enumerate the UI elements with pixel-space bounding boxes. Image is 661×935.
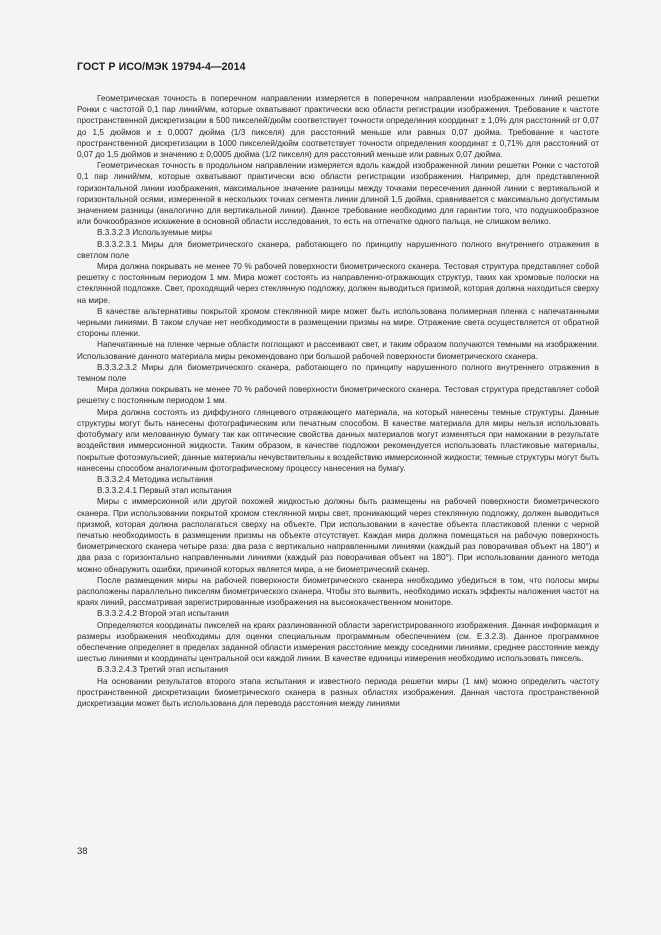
section-heading: В.3.3.2.4.1 Первый этап испытания (97, 486, 232, 496)
section-heading: В.3.3.2.4.3 Третий этап испытания (97, 665, 229, 675)
paragraph: На основании результатов второго этапа испытания и известного периода решетки миры (1 мм) можно определить частоту пространственной дискретизации биометрического сканера в разных областях изображения. Данная частота пространственной дискретизации может быть использована для перевода расстояния между линиями (77, 676, 599, 708)
standard-header: ГОСТ Р ИСО/МЭК 19794-4—2014 (77, 61, 246, 73)
paragraph: Мира должна состоять из диффузного глянцевого отражающего материала, на который нанесены темные структуры. Данные структуры могут быть нанесены фотографическим или печатным способом. В качестве материала для миры нельзя использовать фотобумагу или мелованную бумагу так как оптические свойства данных материалов могут изменяться при намокании в результате воздействия иммерсионной жидкости. Таким образом, в качестве подложки рекомендуется использовать пластиковые материалы, покрытые фотоэмульсией; данные материалы нечувствительны к воздействию иммерсионной жидкости; темные структуры могут быть нанесены способом аналогичным фотографическому процессу нанесения на бумагу. (77, 407, 599, 473)
body-text (77, 93, 599, 709)
section-heading: В.3.3.2.3 Используемые миры (97, 228, 212, 238)
page-number: 38 (77, 846, 88, 857)
paragraph: Геометрическая точность в поперечном направлении измеряется в поперечном направлении изображенных линий решетки Ронки с частотой 0,1 пар линий/мм, которые охватывают практически всю области регистрации изображения. Требование к частоте пространственной дискретизации в 500 пикселей/дюйм соответствует точности определения координат ± 1,0% для расстояний от 0,07 до 1,5 дюймов и ± 0,0007 дюйма (1/3 пикселя) для расстояний меньше или равных 0,07 дюйма. Требование к частоте пространственной дискретизации в 1000 пикселей/дюйм соответствует точности определения координат ± 0,71% для расстояний от 0,07 до 1,5 дюймов и значению ± 0,0005 дюйма (1/2 пикселя) для расстояний меньше или равных 0,07 дюйма. (77, 94, 599, 160)
section-heading: В.3.3.2.4.2 Второй этап испытания (97, 609, 229, 619)
paragraph: Мира должна покрывать не менее 70 % рабочей поверхности биометрического сканера. Тестовая структура представляет собой решетку с постоянным периодом 1 мм. (77, 385, 599, 406)
paragraph: Геометрическая точность в продольном направлении измеряется вдоль каждой изображенной линии решетки Ронки с частотой 0,1 пар линий/мм, которые охватывают практически всю области регистрации изображения. Например, для представленной горизонтальной линии изображения, максимальное значение разницы между точками пересечения данной линии с вертикальной и горизонтальной осями, измеренной в нескольких точках сегмента линии длиной 1,5 дюйма, сравнивается с максимально допустимым значением разницы (аналогично для вертикальной линии). Данное требование необходимо для гарантии того, что подушкообразное или бочкообразное искажение в основной области исследования, то есть на отпечатке одного пальца, не слишком велико. (77, 161, 599, 227)
paragraph: Миры с иммерсионной или другой похожей жидкостью должны быть размещены на рабочей поверхности биометрического сканера. При использовании покрытой хромом стеклянной миры свет, проникающий через стеклянную подложку, должен выводиться призмой, которая должна располагаться сверху на объекте. При использовании в качестве объекта пластиковой пленки с черной печатью необходимость в размещении призмы на объекте отсутствует. Каждая мира должна помещаться на рабочую поверхность биометрического сканера четыре раза: два раза с вертикально направленными линиями (каждый раз поворачивая объект на 180°) и два раза с горизонтально направленными линиями (каждый раз поворачивая объект на 180°). При использовании данного метода можно обнаружить ошибки, причиной которых является мира, а не биометрический сканер. (77, 497, 599, 574)
paragraph: Мира должна покрывать не менее 70 % рабочей поверхности биометрического сканера. Тестовая структура представляет собой решетку с постоянным периодом 1 мм. Мира может состоять из направленно-отражающих структур, таких как хромовые полоски на стеклянной подложке. Свет, проходящий через стеклянную подложку, должен выводиться призмой, которая должна находиться сверху на мире. (77, 262, 599, 305)
paragraph: Определяются координаты пикселей на краях разлинованной области зарегистрированного изображения. Данная информация и размеры изображения необходимы для оценки специальным программным обеспечением (см. Е.3.2.3). Данное программное обеспечение определяет в пределах заданной области измерения расстояние между соседними линиями, среднее расстояние между шестью линиями и координаты центральной оси каждой линии. В качестве единицы измерения необходимо использовать пиксель. (77, 620, 599, 664)
paragraph: После размещения миры на рабочей поверхности биометрического сканера необходимо убедиться в том, что полосы миры расположены параллельно пикселям биометрического сканера. Чтобы это выявить, необходимо искать эффекты наложения частот на краях линий, рассматривая зарегистрированные изображения на высококачественном мониторе. (77, 575, 599, 608)
paragraph: В качестве альтернативы покрытой хромом стеклянной мире может быть использована полимерная пленка с напечатанными черными линиями. В таком случае нет необходимости в размещении призмы на мире. Отражение света осуществляется от обратной стороны пленки. (77, 306, 599, 339)
section-heading: В.3.3.2.3.2 Миры для биометрического сканера, работающего по принципу нарушенного полного внутреннего отражения в темном поле (77, 362, 599, 384)
section-heading: В.3.3.2.4 Методика испытания (97, 474, 213, 484)
section-heading: В.3.3.2.3.1 Миры для биометрического сканера, работающего по принципу нарушенного полного внутреннего отражения в светлом поле (77, 239, 599, 260)
paragraph: Напечатанные на пленке черные области поглощают и рассеивают свет, и таким образом получаются темными на изображении. Использование данного материала миры рекомендовано при большой рабочей поверхности биометрического сканера. (77, 340, 599, 361)
